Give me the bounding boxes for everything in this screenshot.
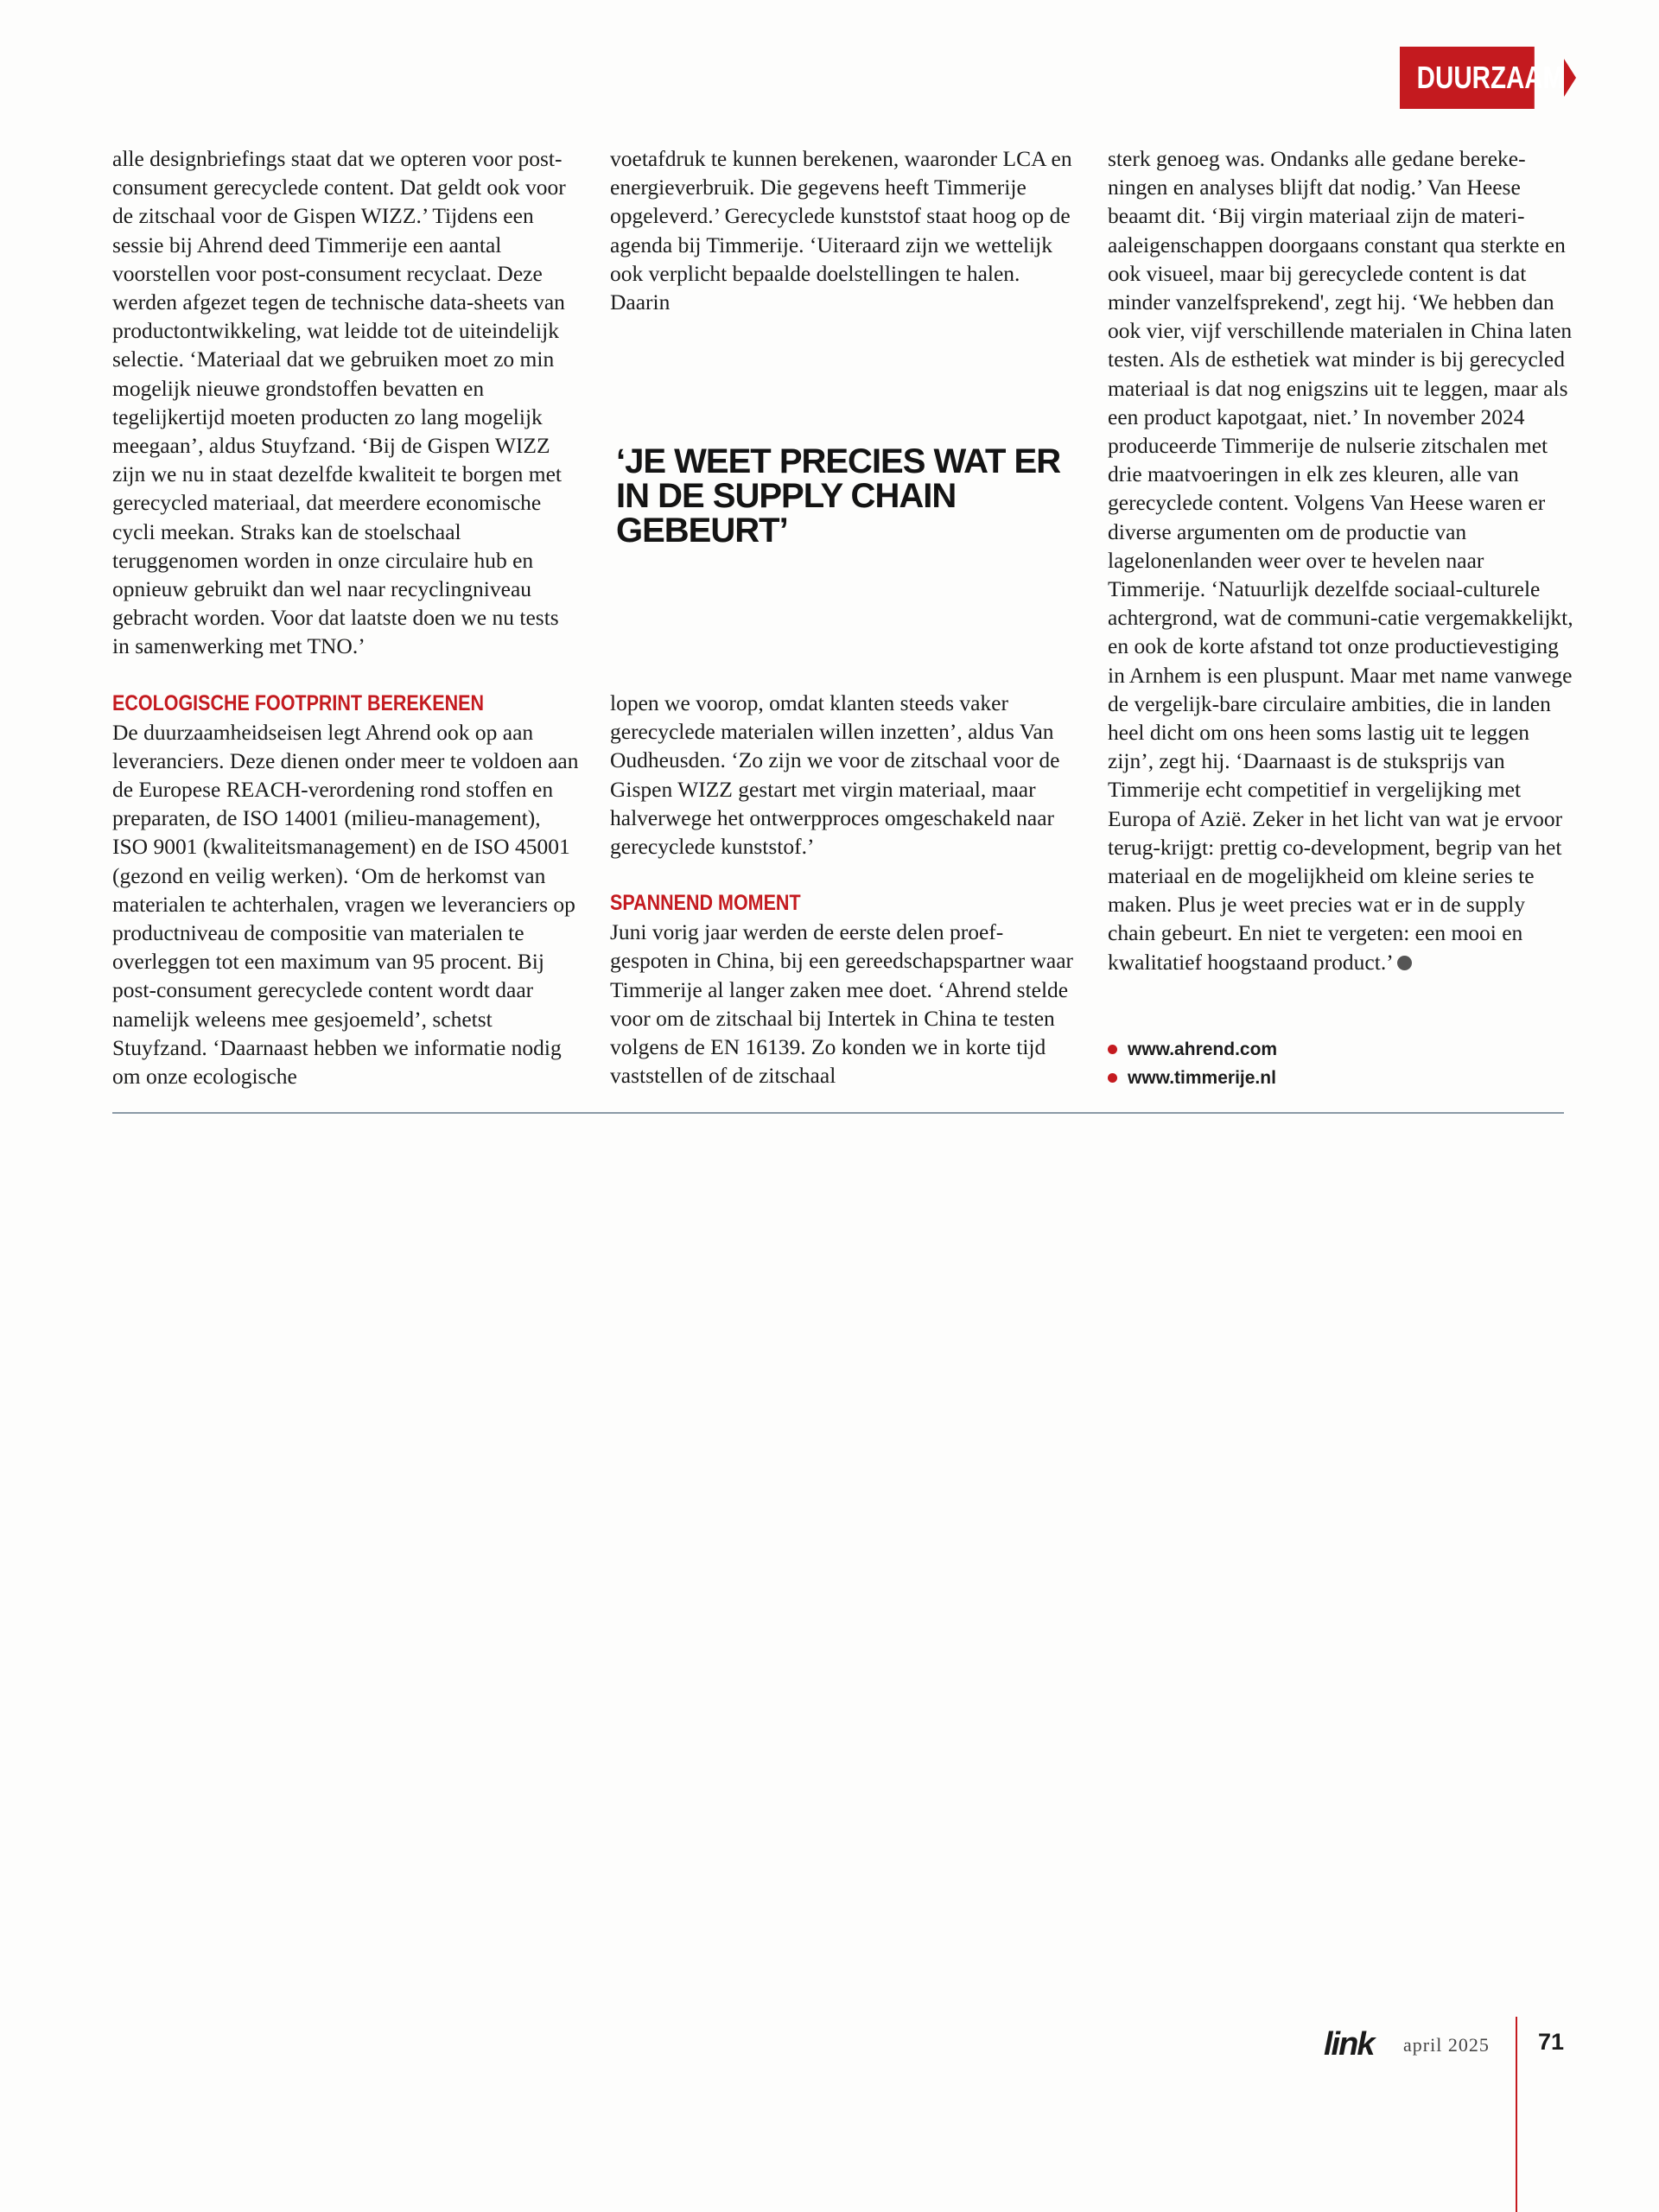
- section-tag-notch: [1564, 59, 1576, 97]
- magazine-logo: link: [1324, 2026, 1374, 2063]
- column-2-paragraph-1: voetafdruk te kunnen berekenen, waaronder LCA en energieverbruik. Die gegevens heeft Timmerije opgeleverd.’ Gerecyclede kunststof staat hoog op de agenda bij Timmerije. ‘Uiteraard zijn we wettelijk ook verplicht bepaalde doelstellingen te halen. Daarin: [610, 146, 1072, 315]
- column-2-paragraph-2: lopen we voorop, omdat klanten steeds vaker gerecyclede materialen willen inzetten’, aldus Van Oudheusden. ‘Zo zijn we voor de zitschaal voor de Gispen WIZZ gestart met virgin materiaal, maar halverwege het ontwerpproces omgeschakeld naar gerecyclede kunststof.’: [610, 690, 1060, 860]
- link-timmerije-label: www.timmerije.nl: [1128, 1067, 1276, 1088]
- bullet-icon: [1108, 1045, 1117, 1054]
- column-2-bottom: [610, 689, 1077, 1090]
- column-3-text: sterk genoeg was. Ondanks alle gedane bereke-ningen en analyses blijft dat nodig.’ Van Heese beaamt dit. ‘Bij virgin materiaal zijn de materi-aaleigenschappen doorgaans constant qua sterkte en ook visueel, maar bij gerecyclede content is dat minder vanzelfsprekend', zegt hij. ‘We hebben dan ook vier, vijf verschillende materialen in China laten testen. Als de esthetiek wat minder is bij gerecycled materiaal is dat nog enigszins uit te leggen, maar als een product kapotgaat, niet.’ In november 2024 produceerde Timmerije de nulserie zitschalen met drie maatvoeringen in elk zes kleuren, alle van gerecyclede content. Volgens Van Heese waren er diverse argumenten om de productie van lagelonenlanden weer over te hevelen naar Timmerije. ‘Natuurlijk dezelfde sociaal-culturele achtergrond, wat de communi-catie vergemakkelijkt, en ook de korte afstand tot onze productievestiging in Arnhem is een pluspunt. Maar met name vanwege de vergelijk-bare circulaire ambities, die in landen heel dicht om ons heen soms lastig uit te leggen zijn’, zegt hij. ‘Daarnaast is de stuksprijs van Timmerije echt competitief in vergelijking met Europa of Azië. Zeker in het licht van wat je ervoor terug-krijgt: prettig co-development, begrip van het materiaal en de mogelijkheid om kleine series te maken. Plus je weet precies wat er in de supply chain gebeurt. En niet te vergeten: een mooi en kwalitatief hoogstaand product.’: [1108, 146, 1573, 975]
- link-ahrend-label: www.ahrend.com: [1128, 1039, 1278, 1059]
- horizontal-rule: [112, 1112, 1564, 1114]
- column-3: [1108, 144, 1574, 976]
- link-timmerije[interactable]: [1108, 1064, 1277, 1092]
- column-3-paragraph-1: [1108, 144, 1574, 976]
- heading-spannend-moment: SPANNEND MOMENT: [610, 891, 801, 916]
- page-number: 71: [1538, 2029, 1565, 2055]
- end-mark-icon: [1397, 956, 1412, 970]
- heading-ecologische-footprint: ECOLOGISCHE FOOTPRINT BEREKENEN: [112, 690, 485, 715]
- reference-links: [1108, 1035, 1277, 1092]
- bullet-icon: [1108, 1073, 1117, 1083]
- column-2-paragraph-3: Juni vorig jaar werden de eerste delen proef-gespoten in China, bij een gereedschapspartner waar Timmerije al langer zaken mee doet. ‘Ahrend stelde voor om de zitschaal bij Intertek in China te testen volgens de EN 16139. Zo konden we in korte tijd vaststellen of de zitschaal: [610, 919, 1073, 1089]
- column-1-paragraph-2: De duurzaamheidseisen legt Ahrend ook op aan leveranciers. Deze dienen onder meer te voldoen aan de Europese REACH-verordening rond stoffen en preparaten, de ISO 14001 (milieu-management), ISO 9001 (kwaliteitsmanagement) en de ISO 45001 (gezond en veilig werken). ‘Om de herkomst van materialen te achterhalen, vragen we leveranciers op productniveau de compositie van materialen te overleggen tot een maximum van 95 procent. Bij post-consument gerecyclede content wordt daar namelijk weleens mee gesjoemeld’, schetst Stuyfzand. ‘Daarnaast hebben we informatie nodig om onze ecologische: [112, 719, 579, 1090]
- issue-date: april 2025: [1403, 2034, 1490, 2056]
- column-1: [112, 144, 579, 1090]
- footer-divider: [1516, 2017, 1517, 2212]
- section-tag: DUURZAAM: [1400, 47, 1535, 109]
- pull-quote: ‘JE WEET PRECIES WAT ER IN DE SUPPLY CHAIN GEBEURT’: [616, 442, 1061, 550]
- column-2-top: [610, 144, 1077, 316]
- column-1-paragraph-1: alle designbriefings staat dat we opteren voor post-consument gerecyclede content. Dat geldt ook voor de zitschaal voor de Gispen WIZZ.’ Tijdens een sessie bij Ahrend deed Timmerije een aantal voorstellen voor post-consument recyclaat. Deze werden afgezet tegen de technische data-sheets van productontwikkeling, wat leidde tot de uiteindelijk selectie. ‘Materiaal dat we gebruiken moet zo min mogelijk nieuwe grondstoffen bevatten en tegelijkertijd moeten producten zo lang mogelijk meegaan’, aldus Stuyfzand. ‘Bij de Gispen WIZZ zijn we nu in staat dezelfde kwaliteit te borgen met gerecycled materiaal, dat meerdere economische cycli meekan. Straks kan de stoelschaal teruggenomen worden in onze circulaire hub en opnieuw gebruikt dan wel naar recyclingniveau gebracht worden. Voor dat laatste doen we nu tests in samenwerking met TNO.’: [112, 146, 566, 659]
- link-ahrend[interactable]: [1108, 1035, 1277, 1064]
